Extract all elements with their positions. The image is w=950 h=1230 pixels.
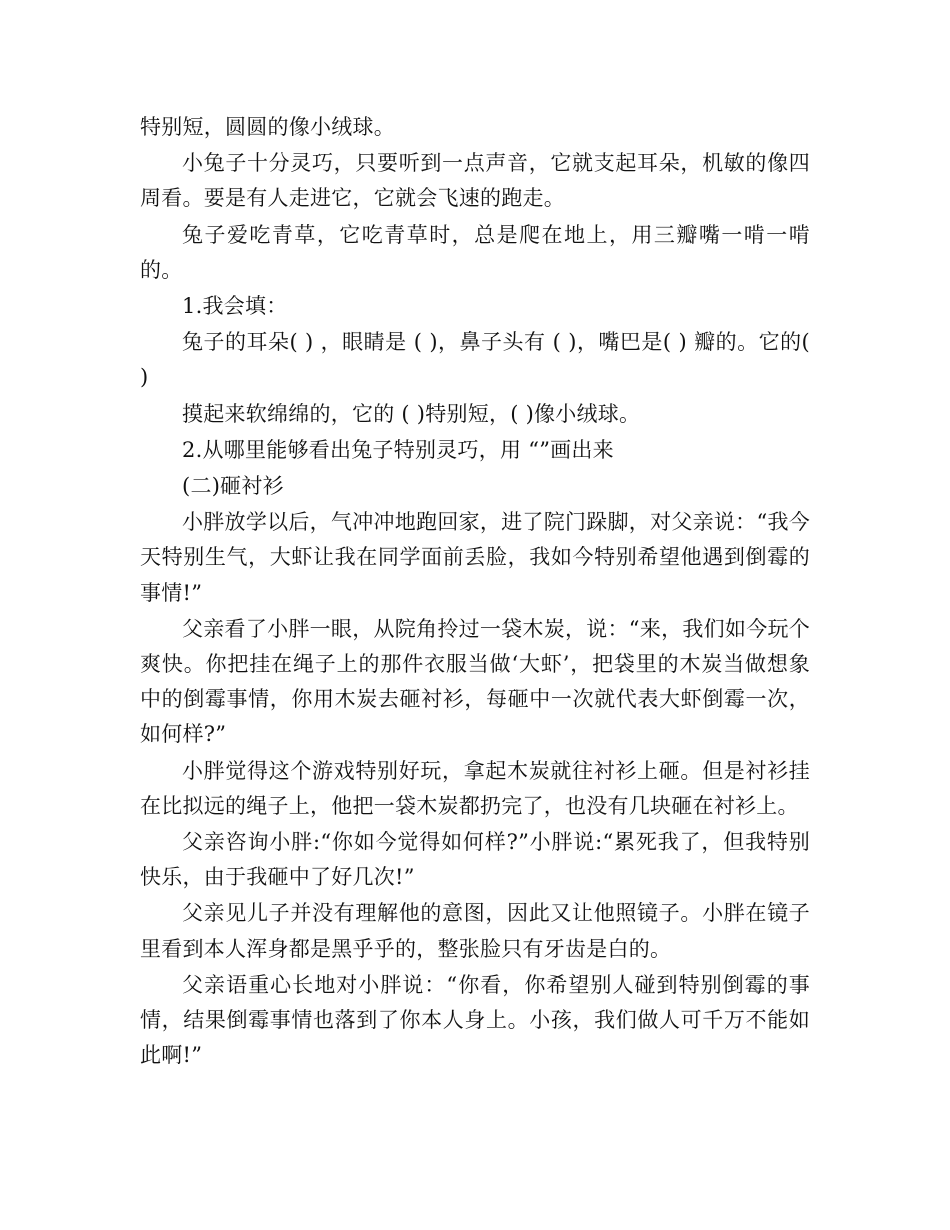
- story-paragraph-4: 父亲咨询小胖:“你如今觉得如何样?”小胖说:“累死我了，但我特别快乐，由于我砸中了好几次!”: [140, 830, 810, 890]
- question-1-blank-line-1: 兔子的耳朵( ) ，眼睛是 ( )，鼻子头有 ( )，嘴巴是( ) 瓣的。它的( ): [140, 330, 810, 390]
- story-paragraph-1: 小胖放学以后，气冲冲地跑回家，进了院门跺脚，对父亲说：“我今天特别生气，大虾让我在同学面前丢脸，我如今特别希望他遇到倒霉的事情!”: [140, 510, 810, 605]
- question-1-blank-line-2: 摸起来软绵绵的，它的 ( )特别短，( )像小绒球。: [182, 401, 641, 426]
- paragraph-rabbit-eating: 兔子爱吃青草，它吃青草时，总是爬在地上，用三瓣嘴一啃一啃的。: [140, 222, 810, 282]
- question-1-heading: 1.我会填：: [182, 294, 288, 319]
- story-paragraph-2: 父亲看了小胖一眼，从院角拎过一袋木炭，说：“来，我们如今玩个爽快。你把挂在绳子上的那件衣服当做‘大虾’，把袋里的木炭当做想象中的倒霉事情，你用木炭去砸衬衫，每砸中一次就代表大虾倒霉一次，如何样?”: [140, 616, 810, 747]
- paragraph-rabbit-agile: 小兔子十分灵巧，只要听到一点声音，它就支起耳朵，机敏的像四周看。要是有人走进它，它就会飞速的跑走。: [140, 151, 810, 211]
- story-paragraph-3: 小胖觉得这个游戏特别好玩，拿起木炭就往衬衫上砸。但是衬衫挂在比拟远的绳子上，他把一袋木炭都扔完了，也没有几块砸在衬衫上。: [140, 758, 810, 818]
- story-paragraph-6: 父亲语重心长地对小胖说：“你看，你希望别人碰到特别倒霉的事情，结果倒霉事情也落到了你本人身上。小孩，我们做人可千万不能如此啊!”: [140, 972, 810, 1068]
- question-2: 2.从哪里能够看出兔子特别灵巧，用 “”画出来: [182, 437, 614, 462]
- story-paragraph-5: 父亲见儿子并没有理解他的意图，因此又让他照镜子。小胖在镜子里看到本人浑身都是黑乎乎的，整张脸只有牙齿是白的。: [140, 901, 810, 961]
- paragraph-rabbit-tail: 特别短，圆圆的像小绒球。: [140, 115, 395, 139]
- section-title-shirt: (二)砸衬衫: [182, 474, 284, 499]
